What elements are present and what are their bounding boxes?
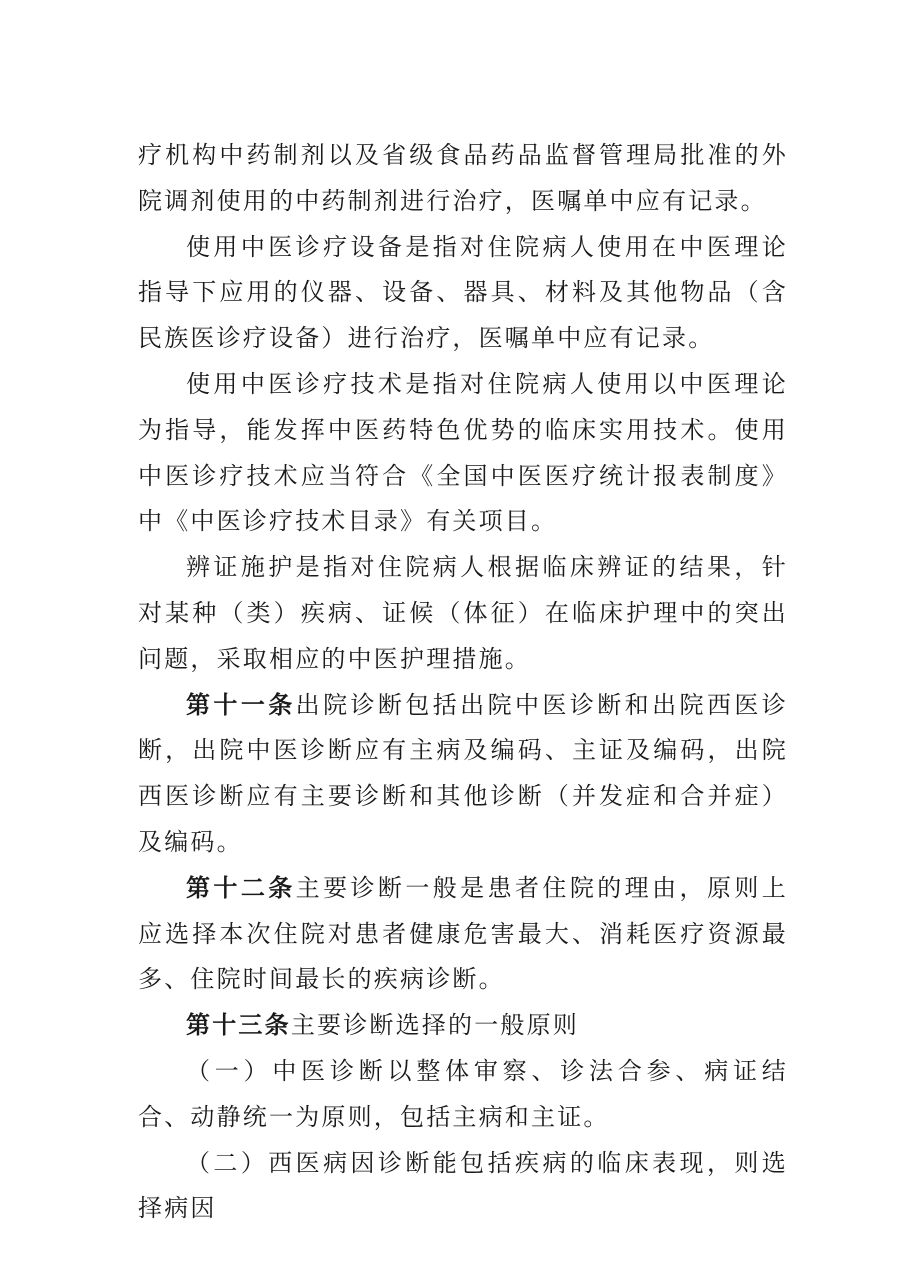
- article-13: [138, 1003, 788, 1049]
- paragraph-tcm-equipment: [138, 225, 788, 362]
- document-body: [138, 133, 788, 1232]
- article-11: [138, 683, 788, 866]
- article-12: [138, 866, 788, 1003]
- paragraph-tcm-techniques: [138, 362, 788, 545]
- article-number: 第十一条: [186, 690, 296, 719]
- paragraph-text: 使用中医诊疗技术是指对住院病人使用以中医理论为指导，能发挥中医药特色优势的临床实用技术。使用中医诊疗技术应当符合《全国中医医疗统计报表制度》中《中医诊疗技术目录》有关项目。: [138, 369, 788, 536]
- list-item-1: [138, 1049, 788, 1141]
- paragraph-text: 疗机构中药制剂以及省级食品药品监督管理局批准的外院调剂使用的中药制剂进行治疗，医嘱单中应有记录。: [138, 141, 788, 215]
- paragraph-text: 使用中医诊疗设备是指对住院病人使用在中医理论指导下应用的仪器、设备、器具、材料及其他物品（含民族医诊疗设备）进行治疗，医嘱单中应有记录。: [138, 232, 788, 353]
- paragraph-text: 主要诊断一般是患者住院的理由，原则上应选择本次住院对患者健康危害最大、消耗医疗资源最多、住院时间最长的疾病诊断。: [138, 873, 788, 994]
- article-number: 第十二条: [186, 873, 296, 902]
- list-item-2: [138, 1141, 788, 1233]
- paragraph-text: （一）中医诊断以整体审察、诊法合参、病证结合、动静统一为原则，包括主病和主证。: [138, 1056, 788, 1131]
- paragraph-text: 主要诊断选择的一般原则: [290, 1011, 580, 1040]
- paragraph-text: 辨证施护是指对住院病人根据临床辨证的结果，针对某种（类）疾病、证候（体征）在临床护理中的突出问题，采取相应的中医护理措施。: [138, 553, 788, 673]
- paragraph-text: （二）西医病因诊断能包括疾病的临床表现，则选择病因: [138, 1148, 788, 1223]
- paragraph-continuation: [138, 133, 788, 225]
- paragraph-text: 出院诊断包括出院中医诊断和出院西医诊断，出院中医诊断应有主病及编码、主证及编码，出院西医诊断应有主要诊断和其他诊断（并发症和合并症）及编码。: [138, 690, 788, 856]
- paragraph-syndrome-nursing: [138, 545, 788, 682]
- article-number: 第十三条: [186, 1011, 291, 1040]
